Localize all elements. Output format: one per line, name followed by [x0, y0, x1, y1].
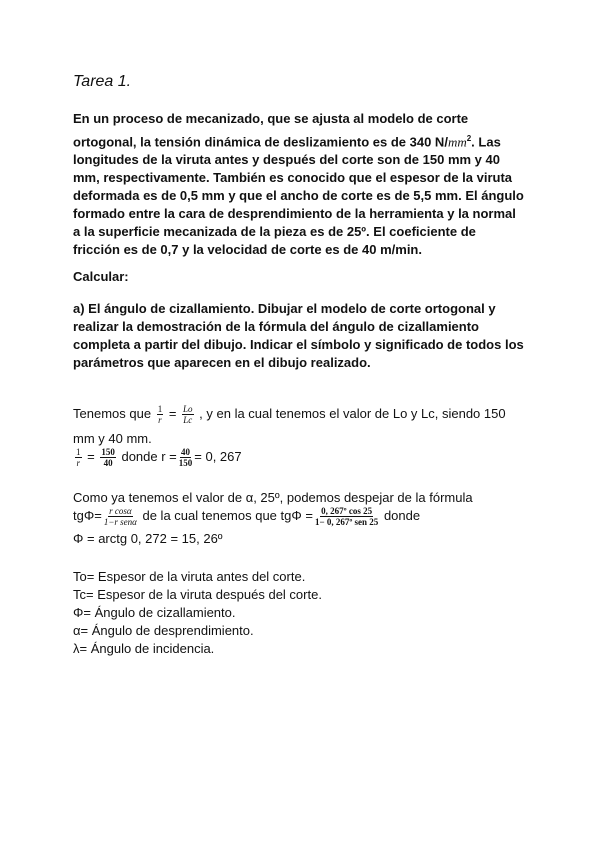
question-line: realizar la demostración de la fórmula del ángulo de cizallamiento [73, 319, 480, 334]
answer-line-3: $\frac{1}{r}$ = $\frac{150}{40}$ donde r = $\frac{40}{150}$ = 0, 267 [76, 447, 242, 468]
question-line: parámetros que aparecen en el dibujo realizado. [73, 355, 371, 370]
answer-line-4: Como ya tenemos el valor de α, 25º, podemos despejar de la fórmula [73, 490, 473, 505]
statement-line: fricción es de 0,7 y la velocidad de corte es de 40 m/min. [73, 242, 422, 258]
definition-item: To= Espesor de la viruta antes del corte. [73, 569, 306, 584]
page-title: Tarea 1. [73, 73, 132, 90]
statement-line: mm, respectivamente. También es conocido que el espesor de la viruta [73, 170, 513, 186]
fraction-1-over-r: $\frac{1}{r}$ [76, 447, 81, 468]
fraction-1-over-r: $\frac{1}{r}$ [157, 404, 163, 425]
statement-line: a la superficie mecanizada de la pieza es de 25º. El coeficiente de [73, 224, 476, 240]
statement-line: En un proceso de mecanizado, que se ajusta al modelo de corte [73, 111, 469, 126]
definition-item: λ= Ángulo de incidencia. [73, 641, 215, 656]
question-line: completa a partir del dibujo. Indicar el símbolo y significado de todos los [73, 337, 524, 352]
definition-item: α= Ángulo de desprendimiento. [73, 623, 254, 638]
statement-line: longitudes de la viruta antes y después del corte son de 150 mm y 40 [73, 152, 500, 168]
problem-statement [73, 110, 533, 259]
answer-line-5: tgΦ= $\frac{\text{r cosα}}{\text{1−r senα}}$ de la cual tenemos que tgΦ = $\frac{\text{0, 267º cos 25}}{\text{1− 0, 267º sen 25}}$ donde [73, 506, 421, 527]
fraction-tg-values: $\frac{\text{0, 267º cos 25}}{\text{1− 0, 267º sen 25}}$ [314, 506, 379, 527]
answer-line-2: mm y 40 mm. [73, 431, 152, 446]
statement-line: deformada es de 0,5 mm y que el ancho de corte es de 5,5 mm. El ángulo [73, 188, 524, 204]
question-line: a) El ángulo de cizallamiento. Dibujar el modelo de corte ortogonal y [73, 301, 496, 316]
fraction-150-over-40: $\frac{150}{40}$ [101, 447, 115, 468]
statement-line: formado entre la cara de desprendimiento de la herramienta y la normal [73, 206, 516, 222]
definition-item: Φ= Ángulo de cizallamiento. [73, 605, 236, 620]
definition-item: Tc= Espesor de la viruta después del corte. [73, 587, 322, 602]
question-a [73, 300, 538, 372]
fraction-tg-formula: $\frac{\text{r cosα}}{\text{1−r senα}}$ [103, 506, 137, 527]
calcular-heading: Calcular: [73, 269, 129, 284]
answer-line-1: Tenemos que $\frac{1}{r}$ = $\frac{Lo}{Lc}$ , y en la cual tenemos el valor de Lo y Lc, siendo 150 [73, 404, 506, 425]
fraction-lo-over-lc: $\frac{Lo}{Lc}$ [183, 404, 193, 425]
statement-line: ortogonal, la tensión dinámica de deslizamiento es de 340 $N/mm^2$. Las [73, 134, 501, 150]
answer-line-6: Φ = arctg 0, 272 = 15, 26º [73, 531, 223, 546]
fraction-40-over-150: $\frac{40}{150}$ [178, 447, 193, 468]
